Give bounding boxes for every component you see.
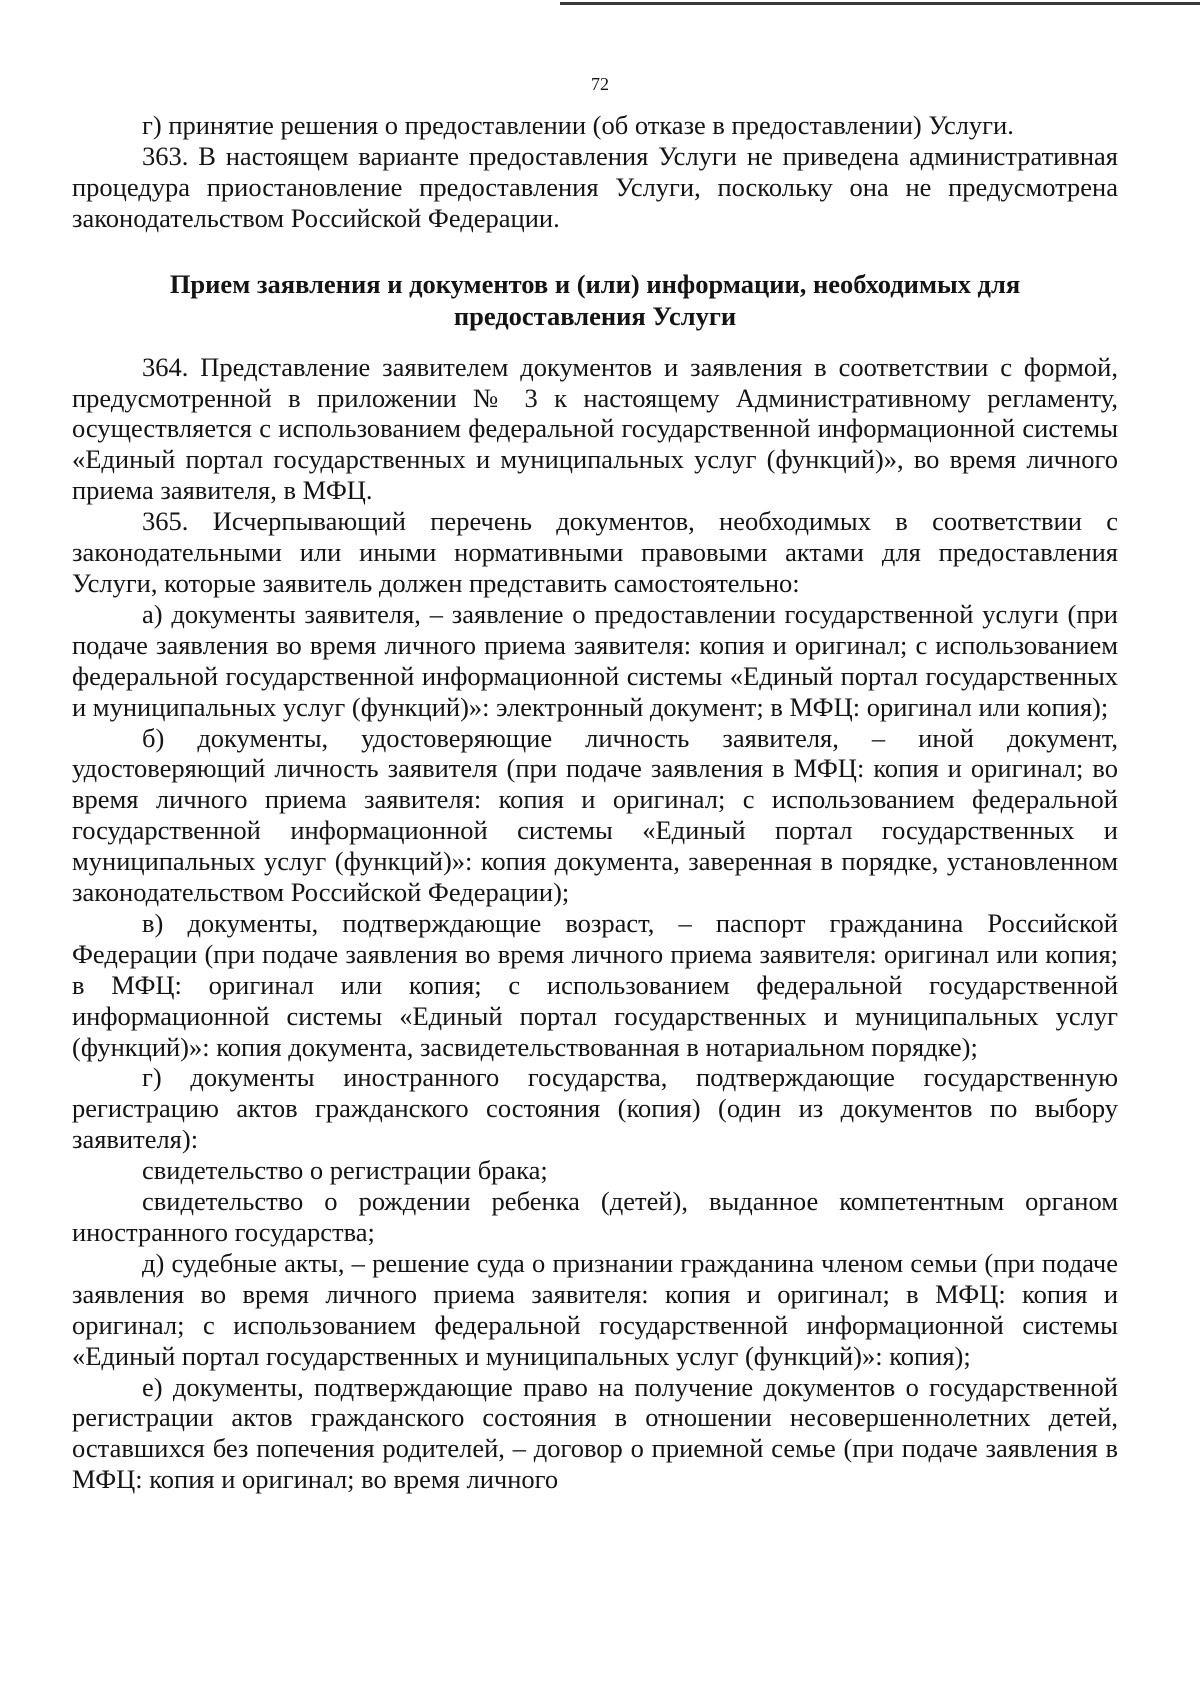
paragraph: 364. Представление заявителем документов и заявления в соответствии с формой, предусмотренной в приложении № 3 к настоящему Административному регламенту, осуществляется с использованием федеральной государственной информационной системы «Единый портал государственных и муниципальных услуг (функций)», во время личного приема заявителя, в МФЦ.	[72, 351, 1118, 506]
section-title: Прием заявления и документов и (или) информации, необходимых для предоставления Услуги	[169, 268, 1021, 331]
list-item: е) документы, подтверждающие право на получение документов о государственной регистрации актов гражданского состояния в отношении несовершеннолетних детей, оставшихся без попечения родителей, – договор о приемной семье (при подаче заявления в МФЦ: копия и оригинал; во время личного	[72, 1371, 1118, 1495]
list-item: в) документы, подтверждающие возраст, – паспорт гражданина Российской Федерации (при подаче заявления во время личного приема заявителя: оригинал или копия; в МФЦ: оригинал или копия; с использованием федеральной государственной информационной системы «Единый портал государственных и муниципальных услуг (функций)»: копия документа, засвидетельствованная в нотариальном порядке);	[72, 907, 1118, 1062]
paragraphs-after	[72, 352, 1118, 1496]
document-body	[72, 110, 1118, 1495]
paragraph: 363. В настоящем варианте предоставления Услуги не приведена административная процедура приостановление предоставления Услуги, поскольку она не предусмотрена законодательством Российской Федерации.	[72, 140, 1118, 233]
list-item: б) документы, удостоверяющие личность заявителя, – иной документ, удостоверяющий личность заявителя (при подаче заявления в МФЦ: копия и оригинал; во время личного приема заявителя: копия и оригинал; с использованием федеральной государственной информационной системы «Единый портал государственных и муниципальных услуг (функций)»: копия документа, заверенная в порядке, установленном законодательством Российской Федерации);	[72, 722, 1118, 908]
list-item: г) документы иностранного государства, подтверждающие государственную регистрацию актов гражданского состояния (копия) (один из документов по выбору заявителя):	[72, 1062, 1118, 1155]
list-item: д) судебные акты, – решение суда о признании гражданина членом семьи (при подаче заявления во время личного приема заявителя: копия и оригинал; в МФЦ: копия и оригинал; с использованием федеральной государственной информационной системы «Единый портал государственных и муниципальных услуг (функций)»: копия);	[72, 1247, 1118, 1371]
top-border-line	[560, 2, 1200, 5]
paragraphs-before	[72, 110, 1118, 234]
paragraph: г) принятие решения о предоставлении (об отказе в предоставлении) Услуги.	[142, 110, 1014, 140]
list-item: а) документы заявителя, – заявление о предоставлении государственной услуги (при подаче заявления во время личного приема заявителя: копия и оригинал; с использованием федеральной государственной информационной системы «Единый портал государственных и муниципальных услуг (функций)»: электронный документ; в МФЦ: оригинал или копия);	[72, 598, 1118, 722]
list-item: свидетельство о рождении ребенка (детей), выданное компетентным органом иностранного государства;	[72, 1186, 1118, 1247]
page-number: 72	[591, 74, 609, 94]
list-item: свидетельство о регистрации брака;	[142, 1155, 548, 1186]
paragraph: 365. Исчерпывающий перечень документов, необходимых в соответствии с законодательными или иными нормативными правовыми актами для предоставления Услуги, которые заявитель должен представить самостоятельно:	[72, 506, 1118, 598]
